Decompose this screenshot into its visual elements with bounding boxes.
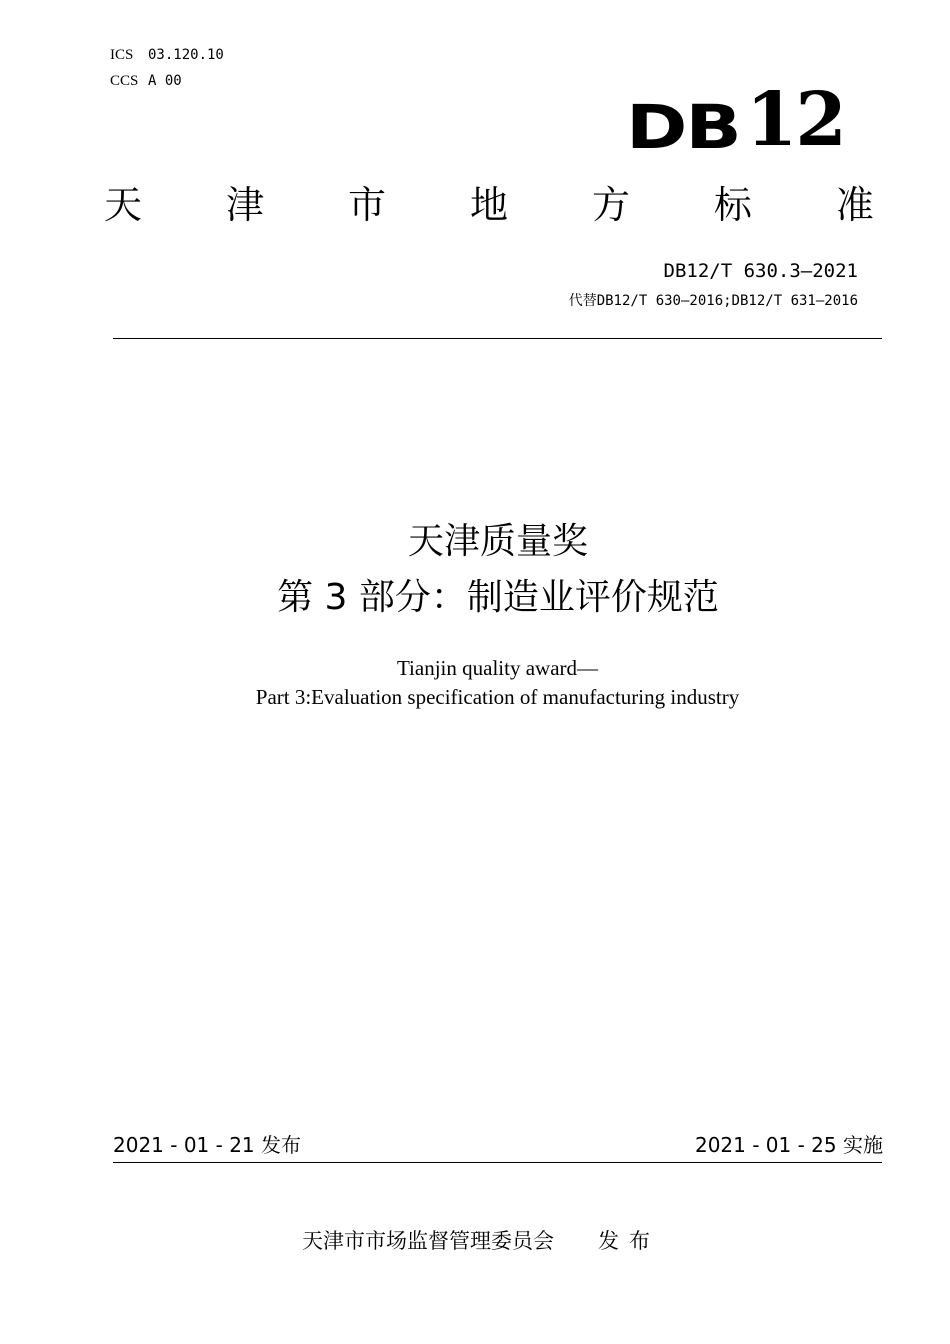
standard-type-heading (104, 182, 874, 228)
standard-code: DB12/T 630.3—2021 (663, 260, 858, 282)
ics-code (110, 45, 224, 64)
ics-label: ICS (110, 47, 134, 63)
standard-type-char: 市 (347, 183, 386, 227)
replaces-note: 代替DB12/T 630—2016;DB12/T 631—2016 (568, 293, 858, 309)
logo-letters: DB (626, 92, 740, 163)
publisher-line (302, 1226, 660, 1256)
implementation-date: 2021 - 01 - 25 实施 (694, 1133, 883, 1157)
standard-type-char: 准 (835, 183, 874, 227)
standard-type-char: 天 (104, 183, 143, 227)
logo-number: 12 (745, 77, 845, 163)
bottom-divider (113, 1162, 882, 1163)
ccs-code (110, 71, 182, 90)
title-en-line2: Part 3:Evaluation specification of manufacturing industry (255, 685, 740, 709)
ccs-value: A 00 (148, 73, 182, 89)
ccs-label: CCS (110, 73, 139, 89)
publisher-action: 发布 (598, 1229, 660, 1253)
db12-logo (626, 78, 845, 162)
standard-type-char: 方 (591, 183, 630, 227)
ics-value: 03.120.10 (148, 47, 224, 63)
top-divider (113, 338, 882, 339)
title-zh-line2: 第 3 部分：制造业评价规范 (277, 577, 719, 618)
publisher-name: 天津市市场监督管理委员会 (302, 1229, 554, 1253)
title-zh-line1: 天津质量奖 (407, 521, 588, 562)
title-en-line1: Tianjin quality award— (396, 656, 599, 680)
standard-type-char: 地 (469, 183, 508, 227)
issue-date: 2021 - 01 - 21 发布 (113, 1133, 302, 1157)
standard-type-char: 标 (713, 183, 752, 227)
standard-type-char: 津 (225, 183, 264, 227)
